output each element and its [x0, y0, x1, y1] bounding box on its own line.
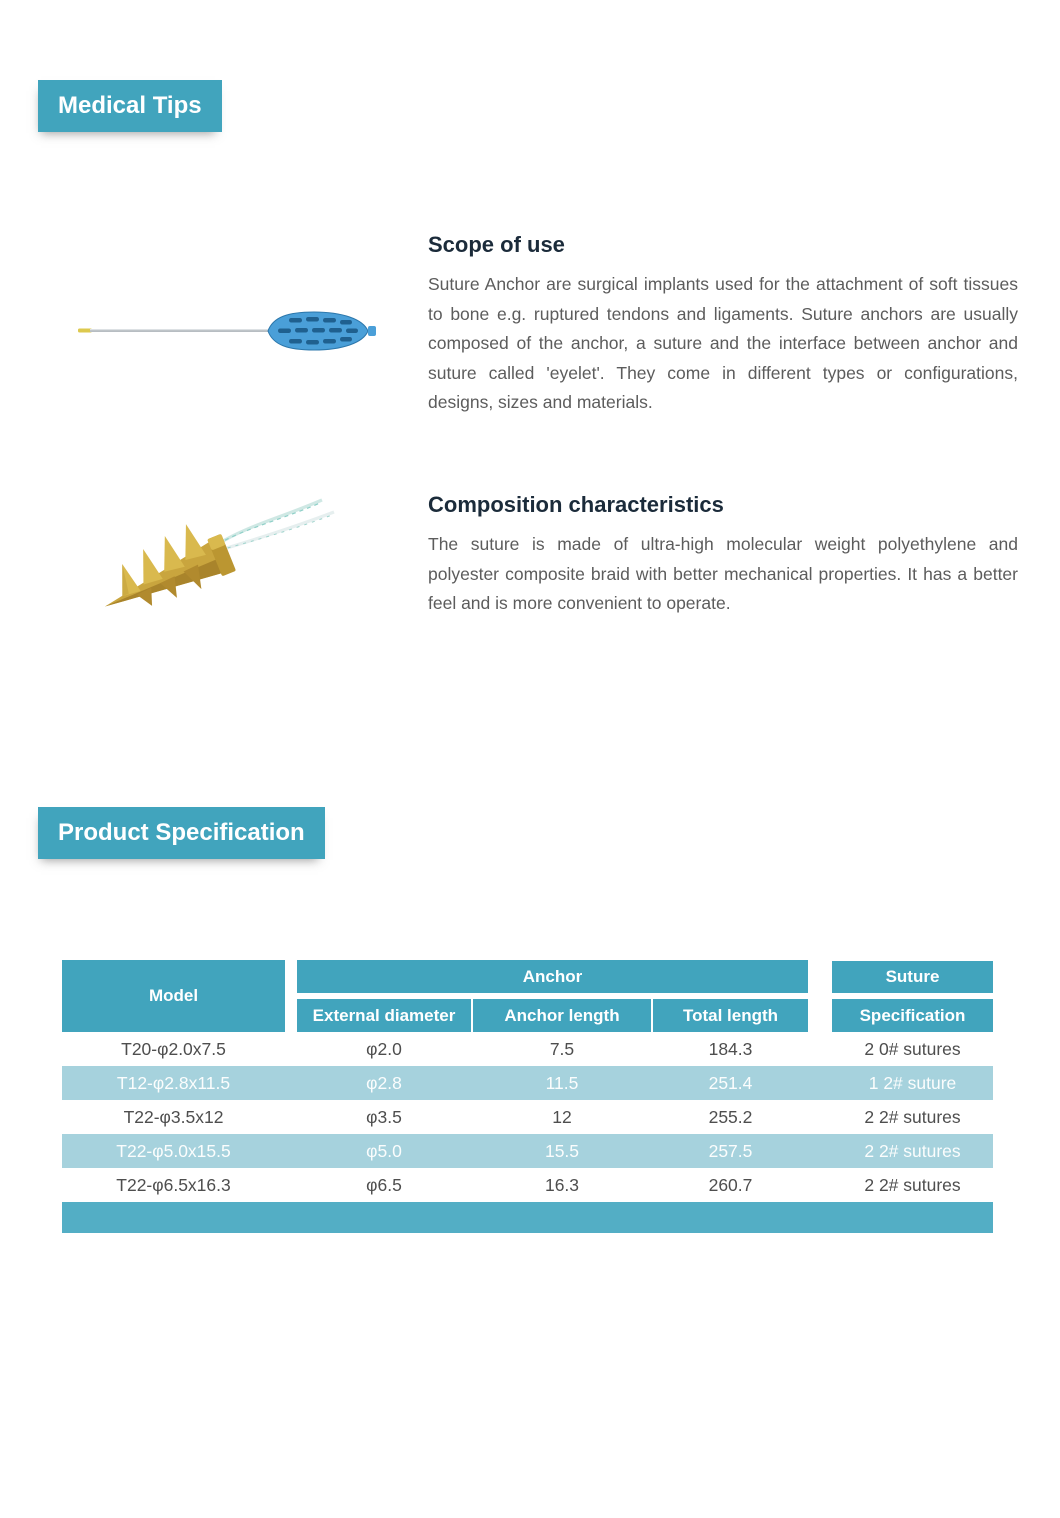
table-footer-bar	[62, 1202, 993, 1233]
cell-external-diameter: φ2.8	[366, 1072, 402, 1093]
table-row	[62, 1134, 993, 1168]
cell-model: T12-φ2.8x11.5	[116, 1072, 231, 1093]
scope-section	[428, 232, 1018, 418]
col-header-external-diameter: External diameter	[297, 999, 471, 1032]
cell-anchor-length: 11.5	[545, 1072, 579, 1093]
composition-section	[428, 492, 1018, 619]
inserter-image	[72, 296, 377, 366]
composition-title: Composition characteristics	[428, 492, 724, 517]
cell-total-length: 260.7	[708, 1174, 753, 1195]
medical-tips-heading	[38, 80, 222, 132]
spec-table	[62, 960, 993, 1233]
cell-model: T20-φ2.0x7.5	[121, 1038, 226, 1059]
col-header-anchor-length: Anchor length	[473, 999, 651, 1032]
table-row	[62, 1032, 993, 1066]
cell-model: T22-φ5.0x15.5	[116, 1140, 231, 1161]
cell-anchor-length: 7.5	[549, 1038, 575, 1059]
col-group-suture: Suture	[832, 961, 993, 993]
cell-external-diameter: φ5.0	[366, 1140, 402, 1161]
cell-model: T22-φ6.5x16.3	[116, 1174, 231, 1195]
cell-external-diameter: φ2.0	[366, 1038, 402, 1059]
cell-anchor-length: 16.3	[544, 1174, 580, 1195]
product-spec-title: Product Specification	[58, 819, 305, 846]
cell-specification: 2 0# sutures	[864, 1038, 961, 1059]
product-spec-heading	[38, 807, 325, 859]
col-header-specification: Specification	[832, 999, 993, 1032]
col-header-model: Model	[62, 960, 285, 1032]
suture-anchor-inserter-icon	[72, 296, 377, 366]
table-row	[62, 1066, 993, 1100]
cell-specification: 2 2# sutures	[864, 1174, 961, 1195]
cell-anchor-length: 15.5	[544, 1140, 580, 1161]
cell-specification: 2 2# sutures	[864, 1106, 961, 1127]
table-rows	[62, 1032, 993, 1202]
gold-anchor-screw-icon	[92, 482, 347, 630]
cell-total-length: 255.2	[708, 1106, 753, 1127]
scope-body: Suture Anchor are surgical implants used for the attachment of soft tissues to bone e.g. ruptured tendons and ligaments. Suture anchors are usually composed of the anchor, a suture and the interface between anchor and suture called 'eyelet'. They come in different types or configurations, designs, sizes and materials.	[428, 274, 1018, 412]
cell-model: T22-φ3.5x12	[123, 1106, 224, 1127]
cell-specification: 2 2# sutures	[864, 1140, 961, 1161]
cell-total-length: 184.3	[708, 1038, 753, 1059]
cell-anchor-length: 12	[552, 1106, 572, 1127]
cell-specification: 1 2# suture	[868, 1072, 957, 1093]
table-row	[62, 1168, 993, 1202]
cell-external-diameter: φ3.5	[366, 1106, 402, 1127]
col-header-total-length: Total length	[653, 999, 808, 1032]
cell-total-length: 251.4	[708, 1072, 753, 1093]
composition-body: The suture is made of ultra-high molecular weight polyethylene and polyester composite braid with better mechanical properties. It has a better feel and is more convenient to operate.	[428, 534, 1018, 613]
medical-tips-title: Medical Tips	[58, 92, 202, 119]
cell-external-diameter: φ6.5	[366, 1174, 402, 1195]
anchor-screw-image	[92, 482, 347, 630]
scope-title: Scope of use	[428, 232, 565, 257]
table-row	[62, 1100, 993, 1134]
cell-total-length: 257.5	[708, 1140, 753, 1161]
col-group-anchor: Anchor	[297, 960, 808, 993]
